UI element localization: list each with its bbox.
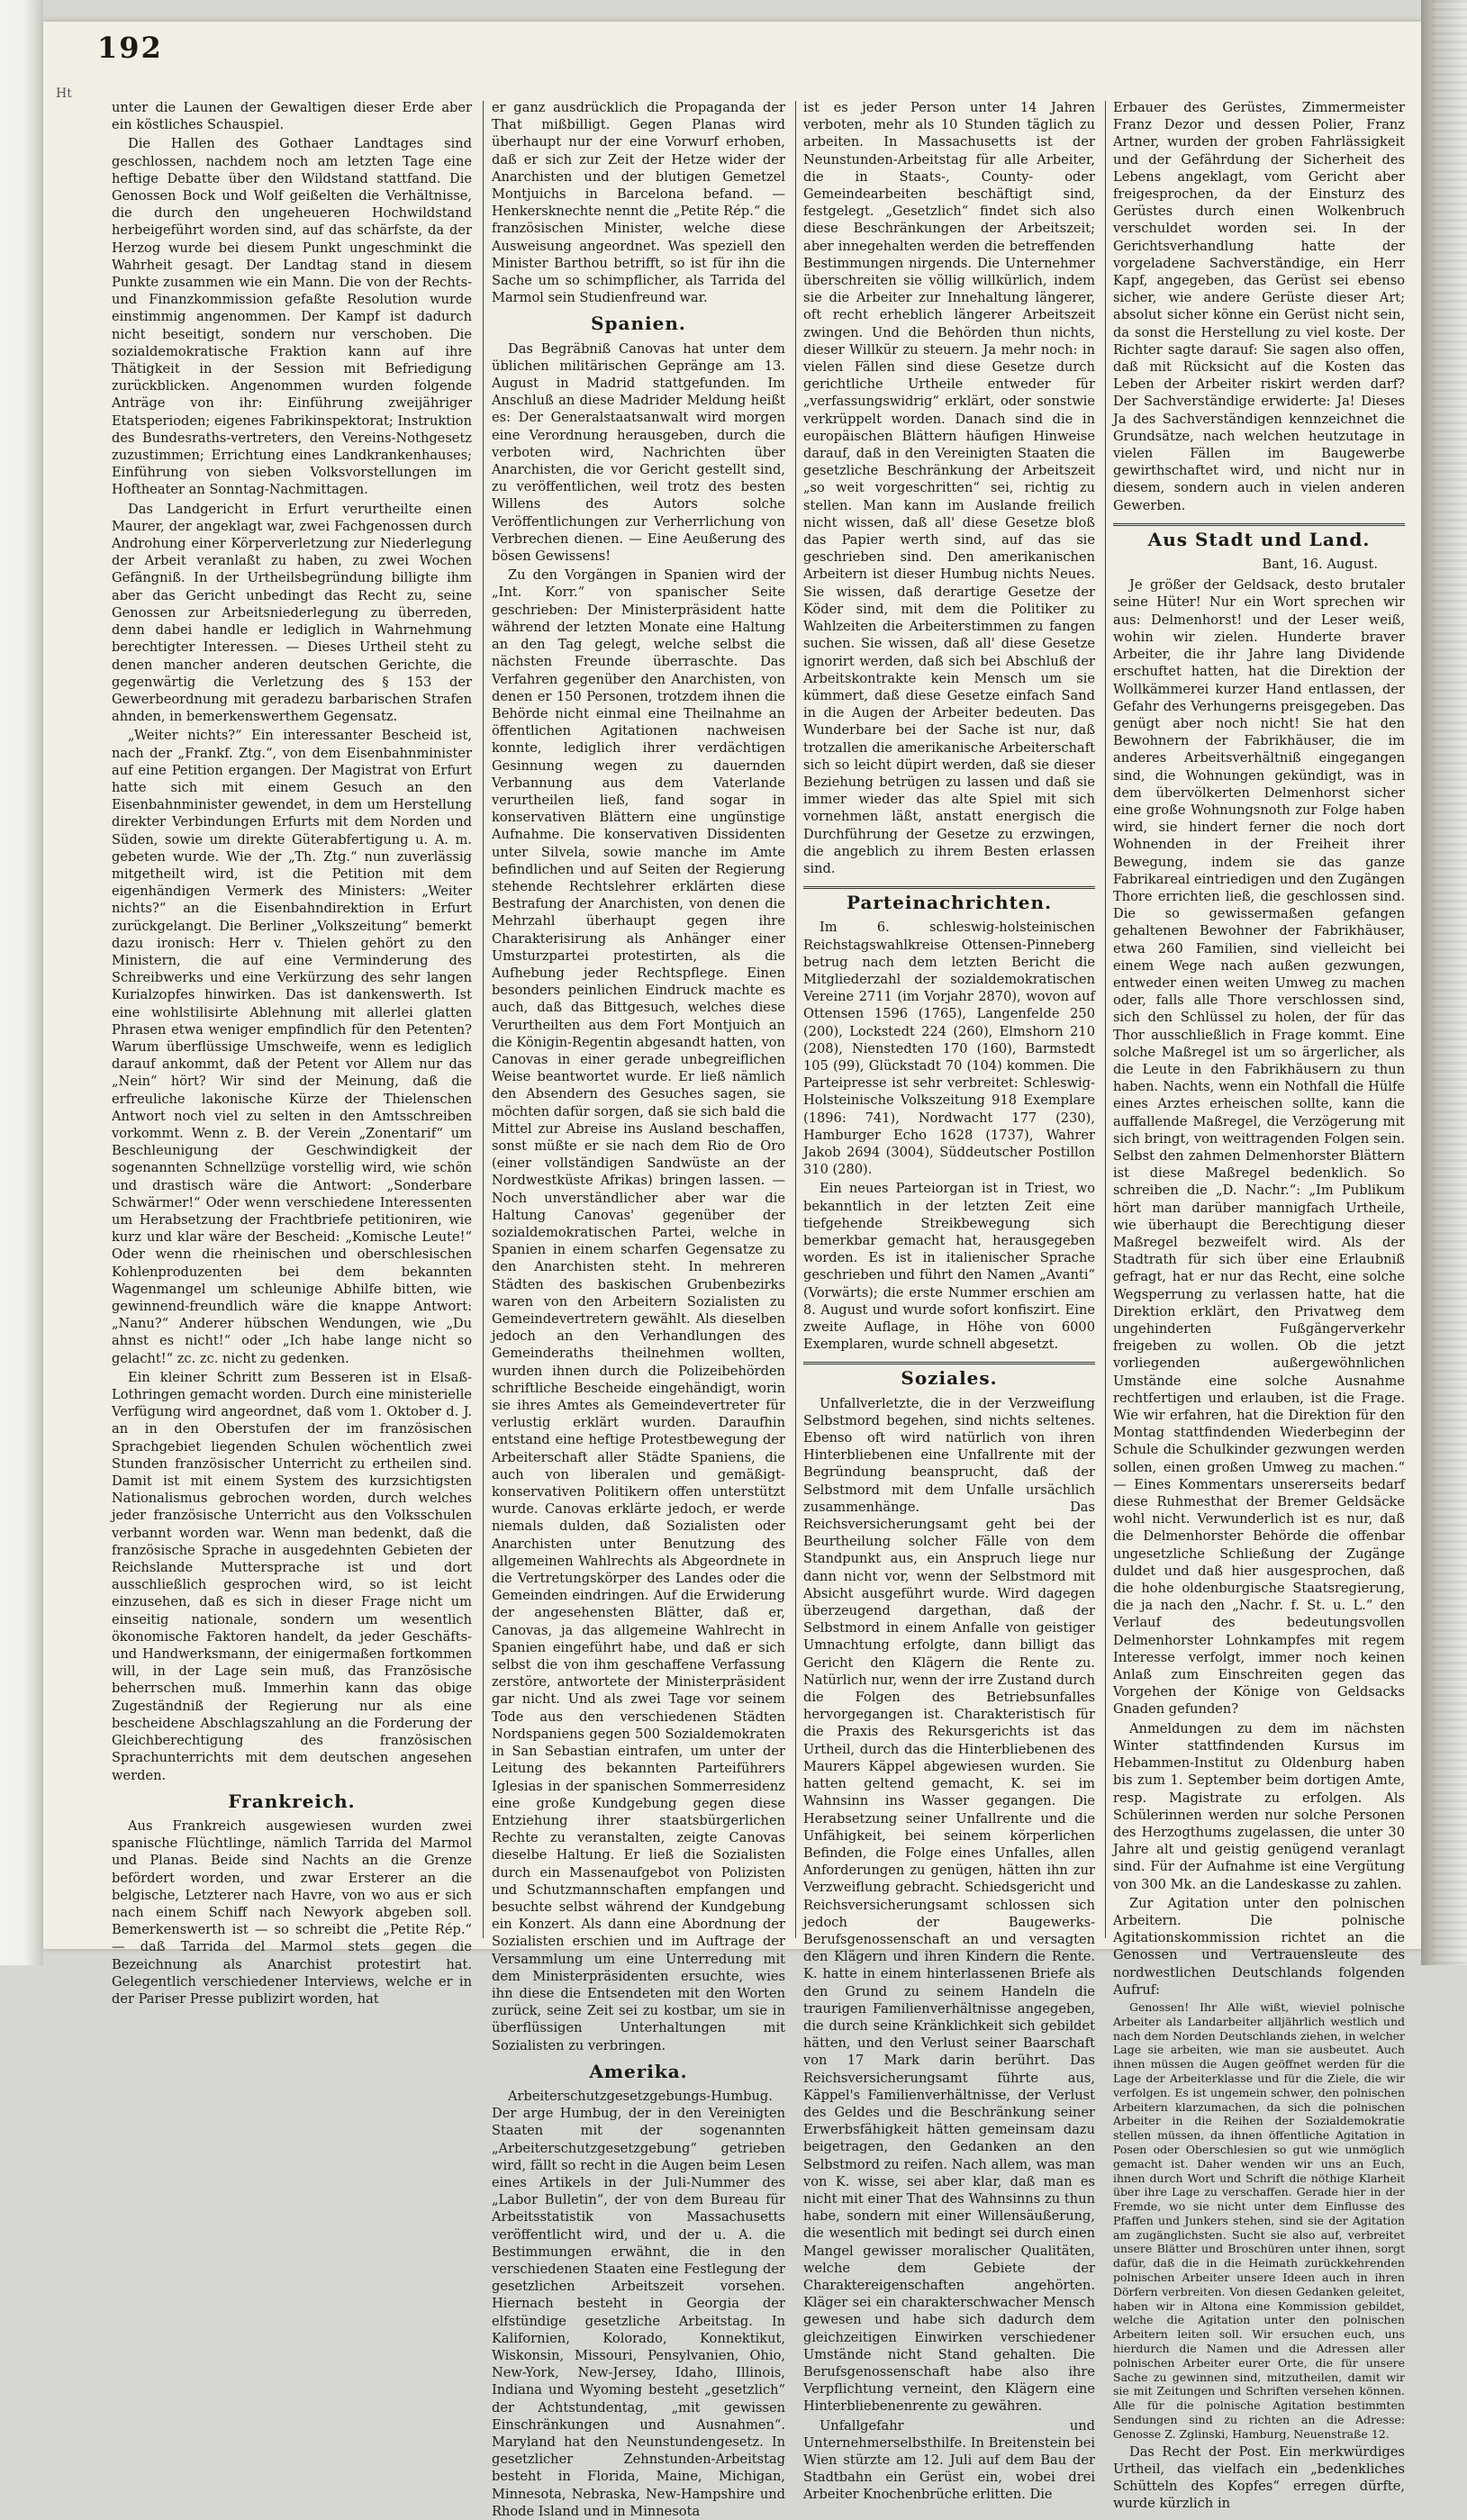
paragraph: ist es jeder Person unter 14 Jahren verboten, mehr als 10 Stunden täglich zu arbeiten. In Massachusetts ist der Neunstunden-Arbeitstag für alle Arbeiter, die in Staats-, County- oder Gemeindearbeiten beschäftigt sind, festgelegt. „Gesetzlich“ findet sich also diese Beschränkungen der Arbeitszeit; aber innegehalten werden die betreffenden Bestimmungen nirgends. Die Unternehmer überschreiten sie völlig willkürlich, indem sie die Arbeiter zur Innehaltung längerer, oft recht erheblich längerer Arbeitszeit zwingen. Und die Behörden thun nichts, dieser Willkür zu steuern. Ja mehr noch: in vielen Fällen sind diese Gesetze durch gerichtliche Urtheile entweder für „verfassungswidrig“ erklärt, oder sonstwie verkrüppelt worden. Danach sind die in europäischen Blättern häufigen Hinweise darauf, daß in den Vereinigten Staaten die gesetzliche Beschränkung der Arbeitszeit „so weit vorgeschritten“ sei, richtig zu stellen. Man kann im Auslande freilich nicht wissen, daß all' diese Gesetze bloß das Papier werth sind, auf das sie geschrieben sind. Den amerikanischen Arbeitern ist dieser Humbug nichts Neues. Sie wissen, daß derartige Gesetze der Köder sind, mit dem die Politiker zu Wahlzeiten die Arbeiterstimmen zu fangen suchen. Sie wissen, daß all' diese Gesetze ignorirt werden, daß sich bei Abschluß der Arbeitskontrakte kein Mensch um sie kümmert, daß diese Gesetze einfach Sand in die Augen der Arbeiter bedeuten. Das Wunderbare bei der Sache ist nur, daß trotzallen die amerikanische Arbeiterschaft sich so leicht düpirt werden, daß sie dieser Beziehung betrügen zu lassen und daß sie immer wieder das alte Spiel mit sich vornehmen läßt, anstatt energisch die Durchführung der Gesetze zu erzwingen, die angeblich zu ihrem Besten erlassen sind. — [803, 100, 1095, 876]
paragraph: Arbeiterschutzgesetzgebungs-Humbug. Der arge Humbug, der in den Vereinigten Staaten mit der sogenannten „Arbeiterschutzgesetzgebung“ getrieben wird, fällt so recht in die Augen beim Lesen eines Artikels in der Juli-Nummer des „Labor Bulletin“, der von dem Bureau für Arbeitsstatistik von Massachusetts veröffentlicht wird, und der u. A. die Bestimmungen erwähnt, die in den verschiedenen Staaten eine Festlegung der gesetzlichen Arbeitszeit vorsehen. Hiernach besteht in Georgia der elfstündige gesetzliche Arbeitstag. In Kalifornien, Kolorado, Konnektikut, Wiskonsin, Missouri, Pensylvanien, Ohio, New-York, New-Jersey, Idaho, Illinois, Indiana und Wyoming besteht „gesetzlich“ der Achtstundentag, „mit gewissen Einschränkungen und Ausnahmen“. Maryland hat den Neunstundengesetz. In gesetzlicher Zehnstunden-Arbeitstag besteht in Florida, Maine, Michigan, Minnesota, Nebraska, New-Hampshire und Rhode Island und in Minnesota — [492, 2088, 785, 2519]
paragraph: Zu den Vorgängen in Spanien wird der „Int. Korr.“ von spanischer Seite geschrieben: Der Ministerpräsident hatte während der letzten Monate eine Haltung an den Tag gelegt, welche selbst die nächsten Freunde überraschte. Das Verfahren gegenüber den Anarchisten, von denen er 150 Personen, trotzdem ihnen die Behörde nicht einmal eine Theilnahme an öffentlichen Agitationen nachweisen konnte, lediglich ihrer verdächtigen Gesinnung wegen zu dauernden Verbannung aus dem Vaterlande verurtheilen ließ, fand sogar in konservativen Blättern eine ungünstige Aufnahme. Die konservativen Dissidenten unter Silvela, sowie manche im Amte befindlichen und auf Seiten der Regierung stehende Rechtslehrer erklärten diese Bestrafung der Anarchisten, von denen die Mehrzahl überhaupt gegen ihre Charakterisirung als Anhänger einer Umsturzpartei protestirten, als die Aufhebung jeder Rechtspflege. Einen besonders peinlichen Eindruck machte es auch, daß das Bittgesuch, welches diese Verurtheilten aus dem Fort Montjuich an die Königin-Regentin abgesandt hatten, von Canovas in einer gerade unbegreiflichen Weise beantwortet wurde. Er ließ nämlich den Absendern des Gesuches sagen, sie möchten dafür sorgen, daß sie sich bald die Mittel zur Abreise ins Ausland beschaffen, sonst müßte er sie nach dem Rio de Oro (einer vollständigen Sandwüste an der Nordwestküste Afrikas) bringen lassen. — Noch unverständlicher aber war die Haltung Canovas' gegenüber der sozialdemokratischen Partei, welche in Spanien in einem scharfen Gegensatze zu den Anarchisten steht. In mehreren Städten des baskischen Grubenbezirks waren von den Arbeitern Sozialisten zu Gemeindevertretern gewählt. Als dieselben jedoch an den Verhandlungen des Gemeinderaths theilnehmen wollten, wurden ihnen durch die Polizeibehörden schriftliche Bescheide eingehändigt, worin sie ihres Amtes als Gemeindevertreter für verlustig erklärt wurden. Daraufhin entstand eine heftige Protestbewegung der Arbeiterschaft aller Städte Spaniens, die auch von liberalen und gemäßigt-konservativen Politikern offen unterstützt wurde. Canovas erklärte jedoch, er werde niemals dulden, daß Sozialisten oder Anarchisten unter Benutzung des allgemeinen Wahlrechts als Abgeordnete in die Vertretungskörper des Landes oder die Gemeinden eindringen. Auf die Erwiderung der angesehensten Blätter, daß er, Canovas, ja das allgemeine Wahlrecht in Spanien eingeführt habe, und daß er sich selbst die von ihm geschaffene Verfassung zerstöre, antwortete der Ministerpräsident gar nicht. Und als zwei Tage vor seinem Tode aus den verschiedenen Städten Nordspaniens gegen 500 Sozialdemokraten in San Sebastian eintrafen, um unter der Leitung des bekannten Parteiführers Iglesias in der spanischen Sommerresidenz eine große Kundgebung gegen diese Entziehung ihrer staatsbürgerlichen Rechte zu veranstalten, zeigte Canovas dieselbe Haltung. Er ließ die Sozialisten durch ein Massenaufgebot von Polizisten und Schutzmannschaften empfangen und besuchte selbst während der Kundgebung ein Konzert. Als dann eine Abordnung der Sozialisten erschien und im Auftrage der Versammlung um eine Unterredung mit dem Ministerpräsidenten ersuchte, wies ihn diese die Entsendeten mit den Worten zurück, seine Zeit sei zu kostbar, um sie in überflüssigen Unterhaltungen mit Sozialisten zu verbringen. — [492, 567, 785, 2053]
paragraph: Die Hallen des Gothaer Landtages sind geschlossen, nachdem noch am letzten Tage eine heftige Debatte über den Wildstand stattfand. Die Genossen Bock und Wolf geißelten die Verhältnisse, die durch den ungeheueren Hochwildstand herbeigeführt worden sind, auf das schärfste, da der Herzog wurde bei diesem Punkt ungeschminkt die Wahrheit gesagt. Der Landtag stand in diesem Punkte zusammen wie ein Mann. Die von der Rechts- und Finanzkommission gefaßte Resolution wurde einstimmig angenommen. Der Kampf ist dadurch nicht beseitigt, sondern nur verschoben. Die sozialdemokratische Fraktion kann auf ihre Thätigkeit in der Session mit Befriedigung zurückblicken. Angenommen wurden folgende Anträge von ihr: Einführung zweijähriger Etatsperioden; eigenes Fabrikinspektorat; Instruktion des Bundesraths-vertreters, den Vereins-Nothgesetz zuzustimmen; Errichtung eines Landkrankenhauses; Einführung von sieben Volksvorstellungen im Hoftheater an Sonntag-Nachmittagen. — [112, 136, 472, 498]
dateline: Bant, 16. August. — [1262, 557, 1378, 573]
paragraph: Je größer der Geldsack, desto brutaler seine Hüter! Nur ein Wort sprechen wir aus: Delmenhorst! und der Leser weiß, wohin wir zielen. Hunderte braver Arbeiter, die ihr Jahre lang Dividende erschuftet hatten, hat die Direktion der Wollkämmerei kurzer Hand entlassen, der Gefahr des Verhungerns preisgegeben. Das genügt aber noch nicht! Sie hat den Bewohnern der Fabrikhäuser, die im anderes Arbeitsverhältniß eingegangen sind, die Wohnungen gekündigt, was in dem übervölkerten Delmenhorst sicher eine große Wohnungsnoth zur Folge haben wird, sie hindert ferner die noch dort Wohnenden in der Freiheit ihrer Bewegung, indem sie das ganze Fabrikareal eintriedigen und den Zugängen Thore errichten ließ, die geschlossen sind. Die so gewissermaßen gefangen gehaltenen Bewohner der Fabrikhäuser, etwa 260 Familien, sind vielleicht bei einem Wege nach außen gezwungen, entweder einen weiten Umweg zu machen oder, falls alle Thore verschlossen sind, sich den Schlüssel zu holen, der für das Thor ausschließlich in Frage kommt. Eine solche Maßregel ist um so ärgerlicher, als die Leute in den Fabrikhäusern zu thun haben. Nachts, wenn ein Nothfall die Hülfe eines Arztes erheischen sollte, kann die auffallende Maßregel, die Verzögerung mit sich bringt, von weittragenden Folgen sein. Selbst den zahmen Delmenhorster Blättern ist diese Maßregel bedenklich. So schreiben die „D. Nachr.“: „Im Publikum hört man darüber mannigfach Urtheile, wie überhaupt die Berechtigung dieser Maßregel bezweifelt wird. Als der Stadtrath für sich über eine Erlaubniß gefragt, hat er nur das Recht, eine solche Wegsperrung zu verlassen hatte, hat die Direktion erklärt, den Privatweg dem ungehinderten Fußgängerverkehr freigeben zu wollen. Ob die jetzt vorliegenden außergewöhnlichen Umstände eine solche Ausnahme rechtfertigen und erlauben, ist die Frage. Wie wir erfahren, hat die Direktion für den Montag stattfindenden Wiederbeginn der Schule die Schulkinder gezwungen werden sollen, einen großen Umweg zu machen.“ — Eines Kommentars unsererseits bedarf diese Ruhmesthat der Bremer Geldsäcke wohl nicht. Verwunderlich ist es nur, daß die Delmenhorster Behörde die offenbar ungesetzliche Schließung der Zugänge duldet und daß hier ausgesprochen, daß die hohe oldenburgische Staatsregierung, die ja nach den „Nachr. f. St. u. L.“ den Verlauf des bedeutungsvollen Delmenhorster Lohnkampfes mit regem Interesse verfolgt, immer noch keinen Anlaß zum Einschreiten gegen das Vorgehen der Könige von Geldsacks Gnaden gefunden? — [1113, 577, 1406, 1718]
paragraph: Ein neues Parteiorgan ist in Triest, wo bekanntlich in der letzten Zeit eine tiefgehende Streikbewegung sich bemerkbar gemacht hat, herausgegeben worden. Es ist in italienischer Sprache geschrieben und führt den Namen „Avanti“ (Vorwärts); die erste Nummer erschien am 8. August und wurde sofort konfiszirt. Eine zweite Auflage, in Höhe von 6000 Exemplaren, wurde schnell abgesetzt. — [803, 1181, 1095, 1353]
paragraph: Das Begräbniß Canovas hat unter dem üblichen militärischen Gepränge am 13. August in Madrid stattgefunden. Im Anschluß an diese Madrider Meldung heißt es: Der Generalstaatsanwalt wird morgen eine Verordnung herausgeben, durch die verboten wird, Nachrichten über Anarchisten, die vor Gericht gestellt sind, zu veröffentlichen, weil trotz des besten Willens des Autors solche Veröffentlichungen zur Verherrlichung von Verbrechen dienen. — Eine Aeußerung des bösen Gewissens! — [492, 340, 785, 565]
section-heading-aus-stadt-und-land: Aus Stadt und Land. — [1113, 523, 1405, 548]
column-rule-2 — [795, 101, 796, 1938]
appeal-text: Genossen! Ihr Alle wißt, wieviel polnische Arbeiter als Landarbeiter alljährlich westlich und nach dem Norden Deutschlands ziehen, in welcher Lage sie arbeiten, wie man sie ausbeutet. Auch ihnen müssen die Augen geöffnet werden für die Lage der Arbeiterklasse und für die Ziele, die wir verfolgen. Es ist ungemein schwer, den polnischen Arbeitern klarzumachen, da sich die polnischen Arbeiter in die Reihen der Sozialdemokratie stellen müssen, da ihnen öffentliche Agitation in Posen oder Oberschlesien so gut wie unmöglich gemacht ist. Daher wenden wir uns an Euch, ihnen durch Wort und Schrift die nöthige Klarheit über ihre Lage zu verschaffen. Gerade hier in der Fremde, wo sie nicht unter dem Einflusse des Pfaffen und Junkers stehen, sind sie der Agitation am zugänglichsten. Sucht sie also auf, verbreitet unsere Blätter und Broschüren unter ihnen, sorgt dafür, daß die in die Heimath zurückkehrenden polnischen Arbeiter unsere Ideen auch in ihren Dörfern verbreiten. Von diesen Gedanken geleitet, haben wir in Altona eine Kommission gebildet, welche die Agitation unter den polnischen Arbeitern leiten soll. Wir ersuchen euch, uns hierdurch die Namen und die Adressen aller polnischen Arbeiter eurer Orte, die für unsere Sache zu gewinnen sind, mitzutheilen, damit wir sie mit Zeitungen und Schriften versehen können. Alle für die polnische Agitation bestimmten Sendungen sind zu richten an die Adresse: Genosse Z. Zglinski, Hamburg, Neuenstraße 12. — [1113, 1999, 1405, 2441]
page-stack-edge — [1432, 0, 1467, 1965]
column-rule-1 — [483, 101, 484, 1938]
page-margin-mark: Ht — [56, 86, 72, 101]
paragraph: unter die Launen der Gewaltigen dieser Erde aber ein köstliches Schauspiel. — [112, 100, 472, 133]
section-heading-parteinachrichten: Parteinachrichten. — [803, 886, 1095, 911]
column-2 — [492, 99, 785, 2519]
paragraph: Das Recht der Post. Ein merkwürdiges Urtheil, das vielfach ein „bedenkliches Schütteln des Kopfes“ erregen dürfte, wurde kürzlich in — [1113, 2443, 1405, 2512]
column-3 — [803, 99, 1095, 2503]
paragraph: Im 6. schleswig-holsteinischen Reichstagswahlkreise Ottensen-Pinneberg betrug nach dem letzten Bericht die Mitgliederzahl der sozialdemokratischen Vereine 2711 (im Vorjahr 2870), wovon auf Ottensen 1596 (1765), Langenfelde 250 (200), Lockstedt 224 (260), Elmshorn 210 (208), Nienstedten 170 (160), Barmstedt 105 (99), Glückstadt 70 (104) kommen. Die Parteipresse ist sehr verbreitet: Schleswig-Holsteinische Volkszeitung 918 Exemplare (1896: 741), Nordwacht 177 (230), Hamburger Echo 1628 (1737), Wahrer Jakob 2694 (3004), Süddeutscher Postillon 310 (280). — [803, 920, 1095, 1178]
book-binding — [0, 0, 43, 1965]
paragraph: Anmeldungen zu dem im nächsten Winter stattfindenden Kursus im Hebammen-Institut zu Oldenburg haben bis zum 1. September beim dortigen Amte, resp. Magistrate zu erfolgen. Als Schülerinnen werden nur solche Personen des Herzogthums zugelassen, die unter 30 Jahre alt und geistig genügend veranlagt sind. Für der Aufnahme ist eine Vergütung von 300 Mk. an die Landeskasse zu zahlen. — [1113, 1720, 1405, 1892]
column-4 — [1113, 99, 1406, 2512]
paragraph: Das Landgericht in Erfurt verurtheilte einen Maurer, der angeklagt war, zwei Fachgenossen durch Androhung einer Körperverletzung zur Niederlegung der Arbeit veranlaßt zu haben, zu zwei Wochen Gefängniß. In der Urtheilsbegründung billigte ihm aber das Gericht unbedingt das Recht zu, seine Genossen zur Arbeitsniederlegung zu überreden, denn dabei handle er lediglich in Wahrnehmung berechtigter Interessen. — Dieses Urtheil steht zu denen mancher anderen deutschen Gerichte, die gegenwärtig die Verletzung des § 153 der Gewerbeordnung mit geradezu barbarischen Strafen ahnden, in bemerkenswerthem Gegensatz. — [112, 501, 472, 725]
section-heading-soziales: Soziales. — [803, 1362, 1095, 1387]
page-number: 192 — [97, 31, 163, 65]
paragraph: Erbauer des Gerüstes, Zimmermeister Franz Dezor und dessen Polier, Franz Artner, wurden der groben Fahrlässigkeit und der Gefährdung der Sicherheit des Lebens angeklagt, vom Gericht aber freigesprochen, da der Einsturz des Gerüstes durch einen Wolkenbruch verschuldet worden sei. In der Gerichtsverhandlung hatte der vorgeladene Sachverständige, ein Herr Kapf, angegeben, das Gerüst sei ebenso sicher, wie andere Gerüste dieser Art; absolut sicher könne ein Gerüst nicht sein, da sonst die Herstellung zu viel koste. Der Richter sagte darauf: Sie sagen also offen, daß mit Rücksicht auf die Kosten das Leben der Arbeiter riskirt werden darf? Der Sachverständige erwiderte: Ja! Dieses Ja des Sachverständigen kennzeichnet die Grundsätze, nach welchen heutzutage in vielen Fällen im Baugewerbe gewirthschaftet wird, und nicht nur in diesem, sondern auch in vielen anderen Gewerben. — [1113, 100, 1405, 513]
section-heading-spanien: Spanien. — [591, 313, 686, 335]
paragraph: Aus Frankreich ausgewiesen wurden zwei spanische Flüchtlinge, nämlich Tarrida del Marmol und Planas. Beide sind Nachts an die Grenze befördert worden, und zwar Ersterer an die belgische, Letzterer nach Havre, von wo aus er sich nach einem Schiff nach Newyork abgeben soll. Bemerkenswerth ist — so schreibt die „Petite Rép.“ — daß Tarrida del Marmol stets gegen die Bezeichnung als Anarchist protestirt hat. Gelegentlich verschiedener Interviews, welche er in der Pariser Presse publizirt worden, hat — [112, 1817, 472, 2007]
column-1 — [112, 99, 472, 2007]
paragraph: Zur Agitation unter den polnischen Arbeitern. Die polnische Agitationskommission richtet an die Genossen und Vertrauensleute des nordwestlichen Deutschlands folgenden Aufruf: — [1113, 1895, 1405, 1998]
section-heading-frankreich: Frankreich. — [228, 1790, 356, 1812]
paragraph: Unfallgefahr und Unternehmerselbsthilfe. In Breitenstein bei Wien stürzte am 12. Juli auf dem Bau der Stadtbahn ein Gerüst ein, wobei drei Arbeiter Knochenbrüche erlitten. Die — [803, 2417, 1095, 2503]
column-rule-3 — [1105, 101, 1106, 1938]
paragraph: er ganz ausdrücklich die Propaganda der That mißbilligt. Gegen Planas wird überhaupt nur der eine Vorwurf erhoben, daß er sich zur Zeit der Hetze wider der Anarchisten und der blutigen Gemetzel Montjuichs in Barcelona befand. — Henkersknechte nennt die „Petite Rép.“ die französischen Minister, welche diese Ausweisung angeordnet. Was speziell den Minister Barthou betrifft, so ist für ihn die Sache um so schimpflicher, als Tarrida del Marmol sein Studienfreund war. — [492, 100, 785, 306]
paragraph: „Weiter nichts?“ Ein interessanter Bescheid ist, nach der „Frankf. Ztg.“, von dem Eisenbahnminister auf eine Petition ergangen. Der Magistrat von Erfurt hatte sich mit einem Gesuch an den Eisenbahnminister gewendet, in dem um Herstellung direkter Verbindungen Erfurts mit dem Norden und Süden, sowie um direkte Güterabfertigung u. A. m. gebeten wurde. Wie der „Th. Ztg.“ nun zuverlässig mitgetheilt wird, ist die Petition mit dem eigenhändigen Vermerk des Ministers: „Weiter nichts?“ an die Eisenbahndirektion in Erfurt zurückgelangt. Die Berliner „Volkszeitung“ bemerkt dazu ironisch: Herr v. Thielen gehört zu den Ministern, die auf eine Verminderung des Schreibwerks und eine Verkürzung des sehr langen Kurialzopfes hinwirken. Das ist dankenswerth. Ist eine wohlstilisirte Ablehnung mit allerlei glatten Phrasen etwa weniger empfindlich für den Petenten? Warum überflüssige Umschweife, wenn es lediglich darauf ankommt, daß der Petent vor Allem nur das „Nein“ hört? Wir sind der Meinung, daß die erfreuliche lakonische Kürze der Thielenschen Antwort noch viel zu selten in den Amtsschreiben vorkommt. Wenn z. B. der Verein „Zonentarif“ um Beschleunigung der Geschwindigkeit der sogenannten Schnellzüge vorstellig wird, wie schön und drastisch wäre die Antwort: „Sonderbare Schwärmer!“ Oder wenn verschiedene Interessenten um Herabsetzung der Frachtbriefe petitioniren, wie kurz und klar wäre der Bescheid: „Komische Leute!“ Oder wenn die rheinischen und oberschlesischen Kohlenproduzenten bei dem bekannten Wagenmangel um schleunige Abhilfe bitten, wie gewinnend-freundlich wäre die knappe Antwort: „Nanu?“ Anderer hübschen Wendungen, wie „Du ahnst es nicht!“ oder „Ich habe lange nicht so gelacht!“ zc. zc. nicht zu gedenken. — [112, 728, 472, 1366]
paragraph: Unfallverletzte, die in der Verzweiflung Selbstmord begehen, sind nichts seltenes. Ebenso oft wird natürlich von ihren Hinterbliebenen eine Unfallrente mit der Begründung beansprucht, daß der Selbstmord mit dem Unfalle ursächlich zusammenhänge. Das Reichsversicherungsamt geht bei der Beurtheilung solcher Fälle von dem Standpunkt aus, ein Anspruch liege nur dann nicht vor, wenn der Selbstmord mit Absicht ausgeführt wurde. Wird dagegen überzeugend dargethan, daß der Selbstmord in einem Anfalle von geistiger Umnachtung erfolgte, dann billigt das Gericht den Klägern die Rente zu. Natürlich nur, wenn der irre Zustand durch die Folgen des Betriebsunfalles hervorgegangen ist. Charakteristisch für die Praxis des Rekursgerichts ist das Urtheil, durch das die Hinterbliebenen des Maurers Käppel abgewiesen wurden. Sie hatten geltend gemacht, K. sei im Wahnsinn ins Wasser gegangen. Die Herabsetzung seiner Unfallrente und die Unfähigkeit, bei seinem körperlichen Befinden, die Folge eines Unfalles, allen Anforderungen zu genügen, hätten ihn zur Verzweiflung gebracht. Schiedsgericht und Reichsversicherungsamt schlossen sich jedoch der Baugewerks-Berufsgenossenschaft an und versagten den Klägern und ihren Kindern die Rente. K. hatte in einem hinterlassenen Briefe als den Grund zu seinem Handeln die traurigen Familienverhältnisse angegeben, die durch seine Kränklichkeit sich gebildet hätten, und den Verlust seiner Baarschaft von 17 Mark darin berührt. Das Reichsversicherungsamt führte aus, Käppel's Familienverhältnisse, der Verlust des Geldes und die Beschränkung seiner Erwerbsfähigkeit hätten gemeinsam dazu beigetragen, den Gedanken an den Selbstmord zu reifen. Nach allem, was man von K. wisse, sei aber klar, daß man es nicht mit einer That des Wahnsinns zu thun habe, sondern mit einer Willensäußerung, die wesentlich mit bedingt sei durch einen Mangel gewisser moralischer Qualitäten, welche dem Gebiete der Charaktereigenschaften angehörten. Kläger sei ein charakterschwacher Mensch gewesen und habe sich dadurch dem gleichzeitigen Einwirken verschiedener Umstände nicht Stand gehalten. Die Berufsgenossenschaft habe also ihre Verpflichtung verneint, den Klägern eine Hinterbliebenenrente zu gewähren. — [803, 1395, 1095, 2415]
section-heading-amerika: Amerika. — [589, 2060, 688, 2082]
paragraph: Ein kleiner Schritt zum Besseren ist in Elsaß-Lothringen gemacht worden. Durch eine ministerielle Verfügung wird angeordnet, daß vom 1. Oktober d. J. an in den Oberstufen der im französischen Sprachgebiet liegenden Schulen wöchentlich zwei Stunden französischer Unterricht zu ertheilen sind. Damit ist mit einem System des kurzsichtigsten Nationalismus gebrochen worden, durch welches jeder französische Unterricht aus den Volksschulen verbannt worden war. Wenn man bedenkt, daß die französische Sprache in ausgedehnten Gebieten der Reichslande Muttersprache ist und dort ausschließlich gesprochen wird, so ist leicht einzusehen, daß es sich in dieser Frage nicht um einseitig nationale, sondern um wesentlich ökonomische Faktoren handelt, da jeder Geschäfts- und Handwerksmann, der einigermaßen fortkommen will, in der Lage sein muß, das Französische beherrschen muß. Immerhin kann das obige Zugeständniß der Regierung nur als eine bescheidene Abschlagszahlung an die Forderung der Gleichberechtigung des französischen Sprachunterrichts mit dem deutschen angesehen werden. — [112, 1369, 472, 1783]
